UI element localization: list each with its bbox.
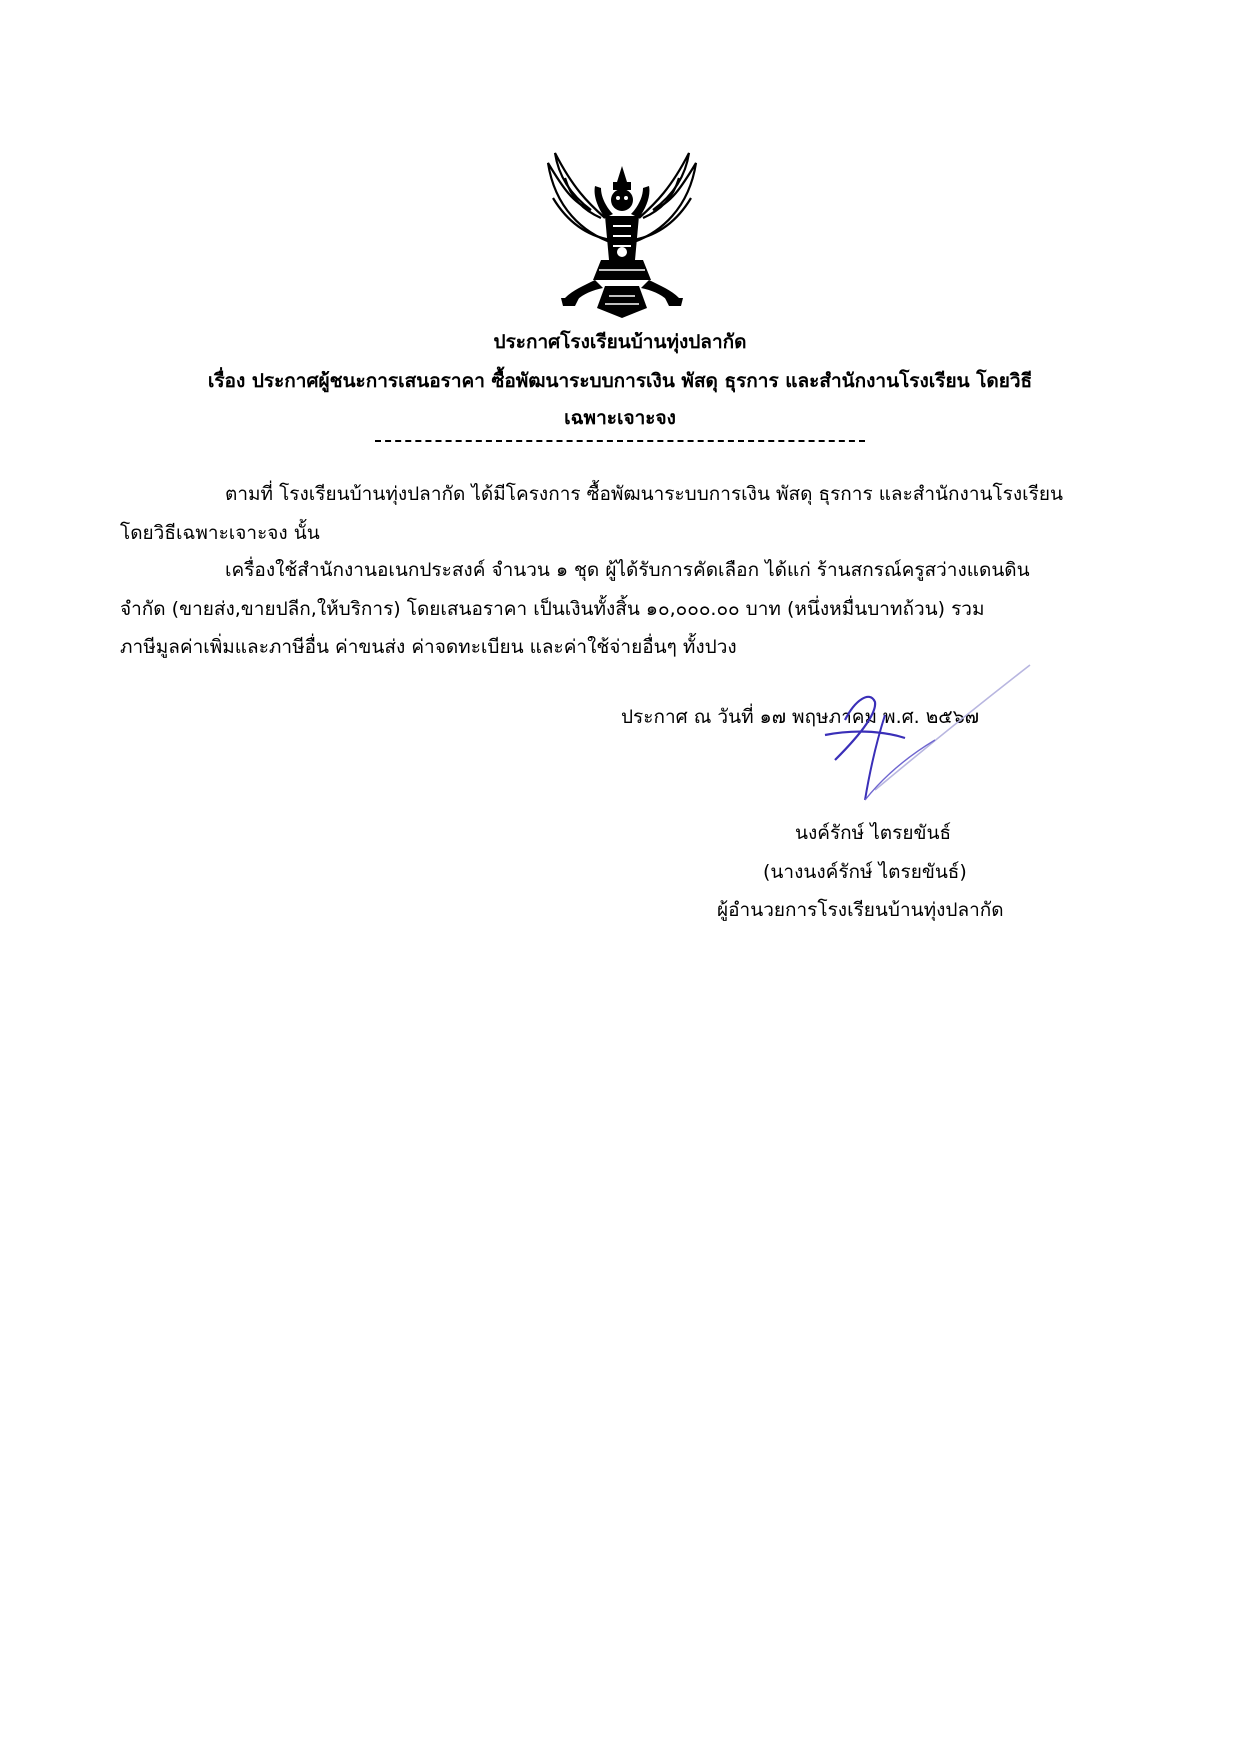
announcement-date: ประกาศ ณ วันที่ ๑๗ พฤษภาคม พ.ศ. ๒๕๖๗ [621, 706, 979, 728]
handwritten-signature-icon [815, 660, 1035, 820]
announcement-subject-line-1: เรื่อง ประกาศผู้ชนะการเสนอราคา ซื้อพัฒนาระบบการเงิน พัสดุ ธุรการ และสำนักงานโรงเรียน โดยวิธี [207, 370, 1033, 392]
paragraph-2-line-2: จำกัด (ขายส่ง,ขายปลีก,ให้บริการ) โดยเสนอราคา เป็นเงินทั้งสิ้น ๑๐,๐๐๐.๐๐ บาท (หนึ่งหมื่นบาทถ้วน) รวม [120, 598, 985, 620]
signer-position: ผู้อำนวยการโรงเรียนบ้านทุ่งปลากัด [717, 899, 1004, 921]
paragraph-2-line-1: เครื่องใช้สำนักงานอเนกประสงค์ จำนวน ๑ ชุด ผู้ได้รับการคัดเลือก ได้แก่ ร้านสกรณ์ครูสว่างแดนดิน [225, 559, 1030, 581]
paragraph-1-line-1: ตามที่ โรงเรียนบ้านทุ่งปลากัด ได้มีโครงการ ซื้อพัฒนาระบบการเงิน พัสดุ ธุรการ และสำนักงานโรงเรียน [225, 483, 1063, 505]
separator-dashes [375, 440, 865, 442]
garuda-emblem-icon [543, 148, 701, 320]
paragraph-1-line-2: โดยวิธีเฉพาะเจาะจง นั้น [120, 522, 320, 544]
announcement-title: ประกาศโรงเรียนบ้านทุ่งปลากัด [493, 331, 747, 353]
paragraph-2-line-3: ภาษีมูลค่าเพิ่มและภาษีอื่น ค่าขนส่ง ค่าจดทะเบียน และค่าใช้จ่ายอื่นๆ ทั้งปวง [120, 636, 737, 658]
signer-name: นงค์รักษ์ ไตรยขันธ์ [795, 822, 952, 844]
announcement-subject-line-2: เฉพาะเจาะจง [564, 407, 676, 429]
signer-full-name: (นางนงค์รักษ์ ไตรยขันธ์) [763, 861, 967, 883]
